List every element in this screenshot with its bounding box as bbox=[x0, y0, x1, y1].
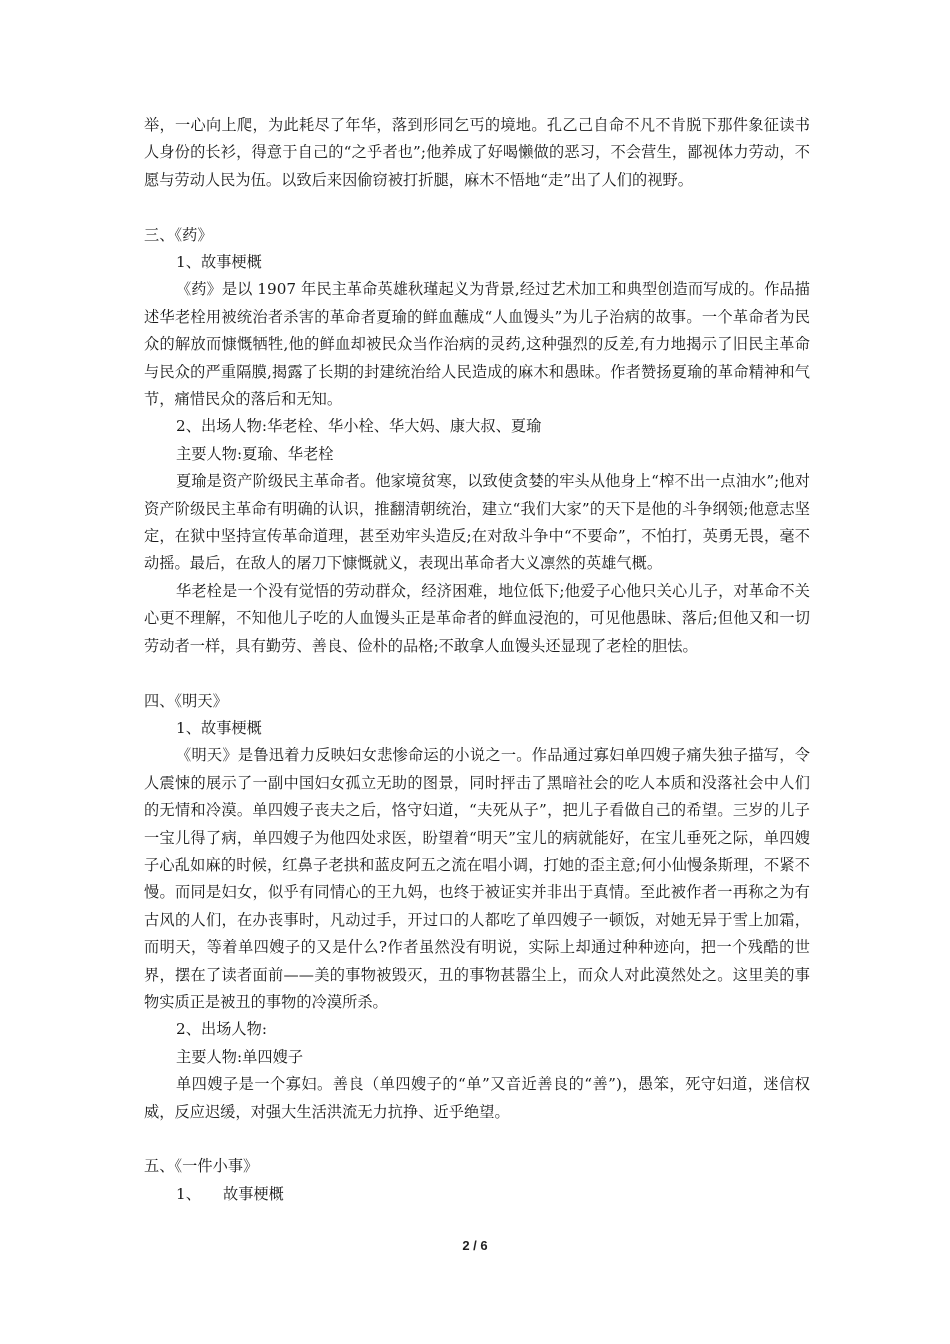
section-4-main-characters: 主要人物:单四嫂子 bbox=[176, 1047, 304, 1066]
section-3-main-characters: 主要人物:夏瑜、华老栓 bbox=[176, 444, 334, 463]
section-4-subheading-summary: 1、故事梗概 bbox=[176, 718, 262, 737]
spacer bbox=[144, 1126, 810, 1153]
document-page bbox=[144, 112, 810, 1208]
section-4-heading: 四、《明天》 bbox=[144, 691, 228, 710]
section-3-summary-paragraph: 《药》是以 1907 年民主革命英雄秋瑾起义为背景,经过艺术加工和典型创造而写成的。作品描述华老栓用被统治者杀害的革命者夏瑜的鲜血蘸成“人血馒头”为儿子治病的故事。一个革命者为民众的解放而慷慨牺牲,他的鲜血却被民众当作治病的灵药,这种强烈的反差,有力地揭示了旧民主革命与民众的严重隔膜,揭露了长期的封建统治给人民造成的麻木和愚昧。作者赞扬夏瑜的革命精神和气节，痛惜民众的落后和无知。 bbox=[144, 280, 810, 409]
spacer bbox=[144, 194, 810, 221]
section-5-sub-number: 1、 bbox=[176, 1184, 201, 1203]
section-3-characters: 2、出场人物:华老栓、华小栓、华大妈、康大叔、夏瑜 bbox=[176, 417, 542, 436]
section-3-hualaoshuan-paragraph: 华老栓是一个没有觉悟的劳动群众，经济困难，地位低下;他爱子心他只关心儿子，对革命不关心更不理解，不知他儿子吃的人血馒头正是革命者的鲜血浸泡的，可见他愚昧、落后;但他又和一切劳动者一样，具有勤劳、善良、俭朴的品格;不敢拿人血馒头还显现了老栓的胆怯。 bbox=[144, 581, 810, 655]
section-5-subheading-summary bbox=[144, 1181, 810, 1208]
page-number: 2 / 6 bbox=[462, 1238, 488, 1253]
section-3-xiayu-paragraph: 夏瑜是资产阶级民主革命者。他家境贫寒，以致使贪婪的牢头从他身上“榨不出一点油水”;他对资产阶级民主革命有明确的认识，推翻清朝统治，建立“我们大家”的天下是他的斗争纲领;他意志坚定，在狱中坚持宣传革命道理，甚至劝牢头造反;在对敌斗争中“不要命”，不怕打，英勇无畏，毫不动摇。最后，在敌人的屠刀下慷慨就义，表现出革命者大义凛然的英雄气概。 bbox=[144, 472, 810, 573]
section-5-sub-text: 故事梗概 bbox=[222, 1184, 284, 1203]
section-4-summary-paragraph: 《明天》是鲁迅着力反映妇女悲惨命运的小说之一。作品通过寡妇单四嫂子痛失独子描写，令人震悚的展示了一副中国妇女孤立无助的图景，同时抨击了黑暗社会的吃人本质和没落社会中人们的无情和冷漠。单四嫂子丧夫之后，恪守妇道，“夫死从子”，把儿子看做自己的希望。三岁的儿子一宝儿得了病，单四嫂子为他四处求医，盼望着“明天”宝儿的病就能好，在宝儿垂死之际，单四嫂子心乱如麻的时候，红鼻子老拱和蓝皮阿五之流在唱小调，打她的歪主意;何小仙慢条斯理，不紧不慢。而同是妇女，似乎有同情心的王九妈，也终于被证实并非出于真情。至此被作者一再称之为有古风的人们，在办丧事时，凡动过手，开过口的人都吃了单四嫂子一顿饭，对她无异于雪上加霜，而明天，等着单四嫂子的又是什么?作者虽然没有明说，实际上却通过种种迹向，把一个残酷的世界，摆在了读者面前——美的事物被毁灭，丑的事物甚嚣尘上，而众人对此漠然处之。这里美的事物实质正是被丑的事物的冷漠所杀。 bbox=[144, 746, 810, 1011]
spacer bbox=[144, 660, 810, 687]
intro-paragraph: 举，一心向上爬，为此耗尽了年华，落到形同乞丐的境地。孔乙己自命不凡不肯脱下那件象征读书人身份的长衫，得意于自己的“之乎者也”;他养成了好喝懒做的恶习，不会营生，鄙视体力劳动，不愿与劳动人民为伍。以致后来因偷窃被打折腿，麻木不悟地“走”出了人们的视野。 bbox=[144, 116, 810, 189]
section-4-characters: 2、出场人物: bbox=[176, 1020, 268, 1039]
section-4-shansi-paragraph: 单四嫂子是一个寡妇。善良（单四嫂子的“单”又音近善良的“善”)，愚笨，死守妇道，迷信权威，反应迟缓，对强大生活洪流无力抗挣、近乎绝望。 bbox=[144, 1075, 810, 1121]
section-3-heading: 三、《药》 bbox=[144, 225, 213, 244]
section-3-subheading-summary: 1、故事梗概 bbox=[176, 253, 262, 272]
section-5-heading: 五、《一件小事》 bbox=[144, 1157, 259, 1176]
